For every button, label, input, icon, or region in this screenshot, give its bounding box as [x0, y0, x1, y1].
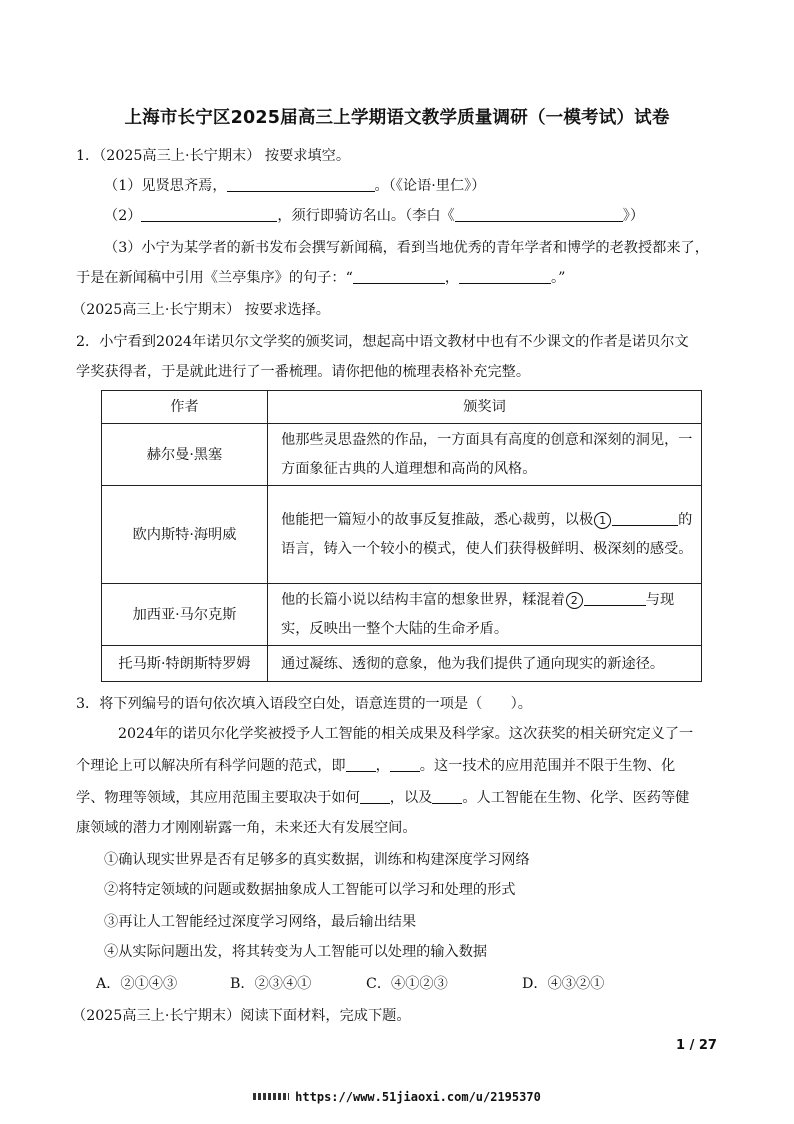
citation-cell: 他的长篇小说以结构丰富的想象世界，糅混着 2 与现实，反映出一整个大陆的生命矛盾。 — [268, 584, 702, 646]
answer-blank[interactable] — [360, 788, 390, 804]
page-title: 上海市长宁区2025届高三上学期语文教学质量调研（一模考试）试卷 — [124, 108, 670, 128]
q1-line3-cont: 于是在新闻稿中引用《兰亭集序》的句子：“ ， 。” — [76, 270, 566, 286]
author-cell: 欧内斯特·海明威 — [102, 486, 268, 584]
q3-passage-line: 个理论上可以解决所有科学问题的范式，即 ， 。这一技术的应用范围并不限于生物、化 — [76, 758, 676, 774]
q1-line3: （3）小宁为某学者的新书发布会撰写新闻稿，看到当地优秀的青年学者和博学的老教授都来了， — [104, 240, 709, 256]
answer-blank[interactable] — [346, 756, 376, 772]
q1-heading: 1．（2025高三上·长宁期末） 按要求填空。 — [76, 148, 351, 164]
answer-blank[interactable] — [432, 788, 462, 804]
site-logo-icon — [253, 1093, 289, 1100]
citation-cell: 通过凝练、透彻的意象，他为我们提供了通向现实的新途径。 — [268, 646, 702, 682]
citation-cell: 他能把一篇短小的故事反复推敲，悉心裁剪，以极 1 的语言，铸入一个较小的模式，使人们获得极鲜明、极深刻的感受。 — [268, 486, 702, 584]
option-a[interactable]: A．②①④③ — [96, 976, 178, 992]
q1-line1: （1）见贤思齐焉， 。（《论语·里仁》） — [104, 178, 486, 194]
table-row — [102, 486, 702, 584]
option-b[interactable]: B．②③④① — [230, 976, 312, 992]
blank-marker-1: 1 — [594, 512, 611, 529]
q3-item: ③再让人工智能经过深度学习网络，最后输出结果 — [104, 914, 417, 930]
citation-cell: 他那些灵思盎然的作品，一方面具有高度的创意和深刻的洞见，一方面象征古典的人道理想和高尚的风格。 — [268, 424, 702, 486]
option-c[interactable]: C．④①②③ — [366, 976, 448, 992]
table-row — [102, 424, 702, 486]
answer-blank[interactable] — [584, 590, 646, 606]
q3-item: ②将特定领域的问题或数据抽象成人工智能可以学习和处理的形式 — [104, 882, 516, 898]
footer-url[interactable]: https://www.51jiaoxi.com/u/2195370 — [295, 1090, 541, 1104]
q3-item: ④从实际问题出发，将其转变为人工智能可以处理的输入数据 — [104, 944, 488, 960]
table-row — [102, 646, 702, 682]
section-heading: （2025高三上·长宁期末）阅读下面材料，完成下题。 — [72, 1008, 411, 1024]
answer-blank[interactable] — [227, 176, 375, 192]
q2-line2: 学奖获得者，于是就此进行了一番梳理。请你把他的梳理表格补充完整。 — [76, 364, 531, 380]
author-cell: 加西亚·马尔克斯 — [102, 584, 268, 646]
q1-line2: （2） ，须行即骑访名山。（李白《 》） — [104, 208, 645, 224]
q2-line1: 2．小宁看到2024年诺贝尔文学奖的颁奖词，想起高中语文教材中也有不少课文的作者是诺贝尔文 — [76, 334, 689, 350]
footer — [0, 1090, 794, 1104]
answer-blank[interactable] — [141, 206, 277, 222]
author-cell: 托马斯·特朗斯特罗姆 — [102, 646, 268, 682]
answer-blank[interactable] — [455, 206, 623, 222]
q3-passage-line: 2024年的诺贝尔化学奖被授予人工智能的相关成果及科学家。这次获奖的相关研究定义了一 — [118, 726, 694, 742]
q3-item: ①确认现实世界是否有足够多的真实数据，训练和构建深度学习网络 — [104, 852, 530, 868]
table-header-row — [102, 391, 702, 424]
q3-heading: 3．将下列编号的语句依次填入语段空白处，语意连贯的一项是（ ）。 — [76, 696, 532, 712]
option-d[interactable]: D．④③②① — [522, 976, 605, 992]
blank-marker-2: 2 — [566, 592, 583, 609]
answer-blank[interactable] — [459, 268, 551, 284]
section-heading: （2025高三上·长宁期末） 按要求选择。 — [72, 302, 330, 318]
q3-options — [96, 974, 604, 994]
table-header: 作者 — [102, 391, 268, 424]
answer-blank[interactable] — [612, 510, 678, 526]
page-number: 1 / 27 — [676, 1038, 717, 1053]
q3-passage-line: 康领域的潜力才刚刚崭露一角，未来还大有发展空间。 — [76, 820, 417, 836]
answer-blank[interactable] — [353, 268, 445, 284]
author-cell: 赫尔曼·黑塞 — [102, 424, 268, 486]
laureate-table — [101, 390, 702, 682]
table-header: 颁奖词 — [268, 391, 702, 424]
table-row — [102, 584, 702, 646]
q3-passage-line: 学、物理等领域，其应用范围主要取决于如何 ，以及 。人工智能在生物、化学、医药等健 — [76, 790, 690, 806]
answer-blank[interactable] — [390, 756, 420, 772]
